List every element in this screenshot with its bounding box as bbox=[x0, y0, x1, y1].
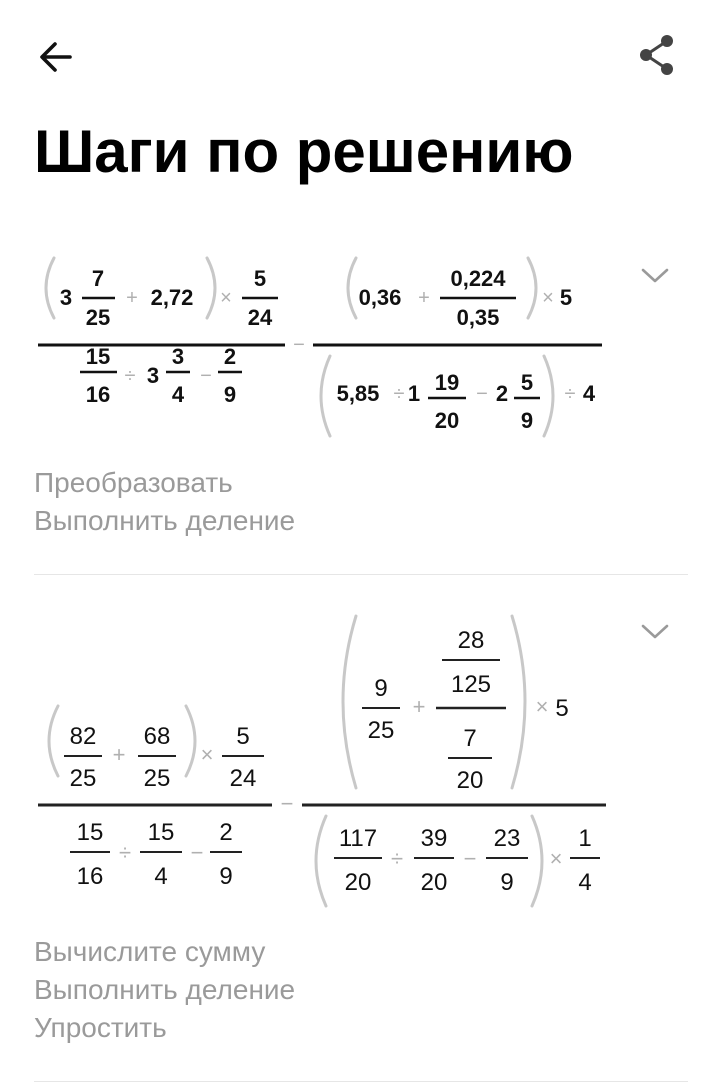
operation-link[interactable]: Выполнить деление bbox=[34, 974, 296, 1005]
math-operator: − bbox=[280, 791, 294, 816]
step-2-expression bbox=[0, 576, 620, 916]
math-operator: ÷ bbox=[564, 383, 576, 405]
math-token: 1 bbox=[407, 381, 421, 406]
math-token: 3 bbox=[59, 285, 73, 310]
math-operator: ÷ bbox=[124, 365, 136, 387]
math-operator: ÷ bbox=[390, 846, 404, 871]
math-operator: × bbox=[535, 694, 549, 719]
math-token: 117 bbox=[338, 825, 378, 852]
math-token: 5 bbox=[520, 370, 534, 395]
math-operator: − bbox=[463, 846, 477, 871]
math-token: 20 bbox=[456, 767, 484, 794]
math-token: 5 bbox=[555, 695, 569, 722]
math-token: 2 bbox=[223, 344, 237, 369]
math-operator: ÷ bbox=[118, 840, 132, 865]
math-token: 0,36 bbox=[358, 285, 402, 310]
math-token: 3 bbox=[171, 344, 185, 369]
math-token: 16 bbox=[76, 863, 104, 890]
math-token: 5 bbox=[559, 285, 573, 310]
math-token: 1 bbox=[578, 825, 592, 852]
step-divider bbox=[34, 574, 688, 575]
math-operator: × bbox=[200, 742, 214, 767]
math-token: 25 bbox=[367, 717, 395, 744]
math-token: 24 bbox=[247, 305, 273, 330]
math-token: 2 bbox=[219, 819, 233, 846]
math-token: 9 bbox=[374, 675, 388, 702]
operation-link[interactable]: Выполнить деление bbox=[34, 505, 296, 536]
math-operator: ÷ bbox=[393, 383, 405, 405]
chevron-down-icon[interactable] bbox=[638, 264, 672, 288]
solution-step-2[interactable] bbox=[0, 576, 720, 1082]
math-operator: − bbox=[200, 365, 212, 387]
math-operator: + bbox=[418, 287, 430, 309]
top-bar bbox=[0, 0, 720, 110]
math-token: 82 bbox=[69, 723, 97, 750]
math-token: 39 bbox=[420, 825, 448, 852]
math-token: 0,224 bbox=[450, 266, 506, 291]
math-token: 25 bbox=[143, 765, 171, 792]
math-token: 15 bbox=[85, 344, 111, 369]
math-token: 125 bbox=[450, 671, 492, 698]
step-1-expression bbox=[0, 236, 620, 456]
math-token: 23 bbox=[493, 825, 521, 852]
math-token: 20 bbox=[434, 408, 460, 433]
math-operator: − bbox=[476, 383, 488, 405]
math-operator: × bbox=[549, 846, 563, 871]
math-operator: × bbox=[542, 287, 554, 309]
page-title: Шаги по решению bbox=[34, 118, 574, 185]
operation-link[interactable]: Упростить bbox=[34, 1012, 167, 1043]
math-token: 9 bbox=[219, 863, 233, 890]
arrow-left-icon[interactable] bbox=[30, 32, 80, 82]
math-token: 5 bbox=[236, 723, 250, 750]
math-token: 9 bbox=[500, 869, 514, 896]
step-1-operations bbox=[34, 464, 295, 540]
math-token: 28 bbox=[457, 627, 485, 654]
math-token: 4 bbox=[582, 381, 596, 406]
math-token: 2 bbox=[495, 381, 509, 406]
math-operator: − bbox=[190, 840, 204, 865]
math-token: 3 bbox=[146, 363, 160, 388]
operation-link[interactable]: Преобразовать bbox=[34, 467, 233, 498]
math-token: 16 bbox=[85, 382, 111, 407]
math-token: 15 bbox=[147, 819, 175, 846]
math-token: 15 bbox=[76, 819, 104, 846]
share-icon[interactable] bbox=[632, 30, 682, 80]
math-token: 4 bbox=[578, 869, 592, 896]
step-divider bbox=[34, 1081, 688, 1082]
math-token: 5,85 bbox=[336, 381, 380, 406]
math-token: 20 bbox=[420, 869, 448, 896]
math-token: 4 bbox=[171, 382, 185, 407]
math-token: 9 bbox=[223, 382, 237, 407]
math-operator: + bbox=[126, 287, 138, 309]
math-token: 5 bbox=[253, 266, 267, 291]
math-operator: + bbox=[112, 742, 126, 767]
math-token: 9 bbox=[520, 408, 534, 433]
math-token: 7 bbox=[91, 266, 105, 291]
math-token: 7 bbox=[463, 725, 477, 752]
operation-link[interactable]: Вычислите сумму bbox=[34, 936, 266, 967]
chevron-down-icon[interactable] bbox=[638, 620, 672, 644]
solution-step-1[interactable] bbox=[0, 236, 720, 576]
math-token: 20 bbox=[344, 869, 372, 896]
math-token: 4 bbox=[154, 863, 168, 890]
math-token: 19 bbox=[434, 370, 460, 395]
math-token: 0,35 bbox=[456, 305, 500, 330]
math-token: 25 bbox=[69, 765, 97, 792]
math-operator: + bbox=[412, 694, 426, 719]
math-token: 24 bbox=[229, 765, 257, 792]
math-token: 2,72 bbox=[150, 285, 194, 310]
step-2-operations bbox=[34, 933, 295, 1047]
math-token: 68 bbox=[143, 723, 171, 750]
math-operator: × bbox=[220, 287, 232, 309]
math-operator: − bbox=[293, 334, 305, 356]
math-token: 25 bbox=[85, 305, 111, 330]
